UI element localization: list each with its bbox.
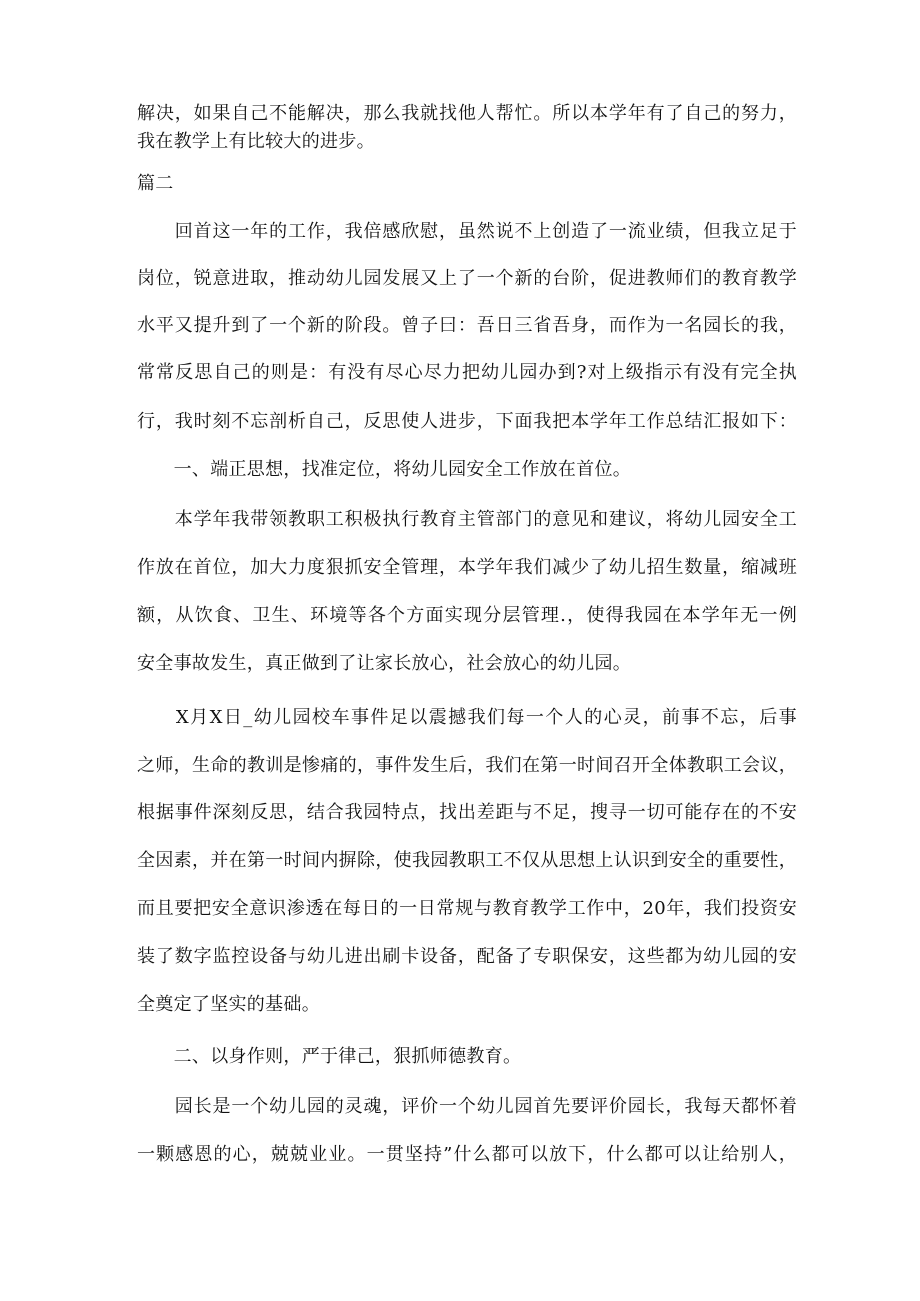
text-line: 本学年我带领教职工积极执行教育主管部门的意见和建议，将幼儿园安全工 xyxy=(137,509,797,530)
text-line: 全奠定了坚实的基础。 xyxy=(137,994,320,1015)
text-line: 而且要把安全意识渗透在每日的一日常规与教育教学工作中，20年，我们投资安 xyxy=(137,898,797,919)
text-line: 解决，如果自己不能解决，那么我就找他人帮忙。所以本学年有了自己的努力， xyxy=(137,103,797,124)
text-line: 水平又提升到了一个新的阶段。曾子曰：吾日三省吾身，而作为一名园长的我， xyxy=(137,315,797,336)
text-line: 全因素，并在第一时间内摒除，使我园教职工不仅从思想上认识到安全的重要性， xyxy=(137,850,797,871)
text-line: 装了数字监控设备与幼儿进出刷卡设备，配备了专职保安，这些都为幼儿园的安 xyxy=(137,946,797,967)
subheading: 二、以身作则，严于律己，狠抓师德教育。 xyxy=(137,1046,522,1067)
text-line: 一颗感恩的心，兢兢业业。一贯坚持”什么都可以放下，什么都可以让给别人， xyxy=(137,1144,797,1165)
subheading: 一、端正思想，找准定位，将幼儿园安全工作放在首位。 xyxy=(137,459,632,480)
text-line: 常常反思自己的则是：有没有尽心尽力把幼儿园办到?对上级指示有没有完全执 xyxy=(137,362,797,383)
text-line: 园长是一个幼儿园的灵魂，评价一个幼儿园首先要评价园长，我每天都怀着 xyxy=(137,1096,797,1117)
text-line: 根据事件深刻反思，结合我园特点，找出差距与不足，搜寻一切可能存在的不安 xyxy=(137,802,797,823)
text-line: 回首这一年的工作，我倍感欣慰，虽然说不上创造了一流业绩，但我立足于 xyxy=(137,221,797,242)
text-line: 作放在首位，加大力度狠抓安全管理，本学年我们减少了幼儿招生数量，缩减班 xyxy=(137,557,797,578)
text-line: 之师，生命的教训是惨痛的，事件发生后，我们在第一时间召开全体教职工会议， xyxy=(137,755,797,776)
text-line: 行，我时刻不忘剖析自己，反思使人进步，下面我把本学年工作总结汇报如下： xyxy=(137,411,797,432)
section-heading: 篇二 xyxy=(137,173,174,194)
text-line: X月X日_幼儿园校车事件足以震撼我们每一个人的心灵，前事不忘，后事 xyxy=(137,707,797,728)
text-line: 岗位，锐意进取，推动幼儿园发展又上了一个新的台阶，促进教师们的教育教学 xyxy=(137,268,797,289)
text-line: 我在教学上有比较大的进步。 xyxy=(137,131,375,152)
text-line: 安全事故发生，真正做到了让家长放心，社会放心的幼儿园。 xyxy=(137,653,632,674)
text-line: 额，从饮食、卫生、环境等各个方面实现分层管理.，使得我园在本学年无一例 xyxy=(137,605,797,626)
